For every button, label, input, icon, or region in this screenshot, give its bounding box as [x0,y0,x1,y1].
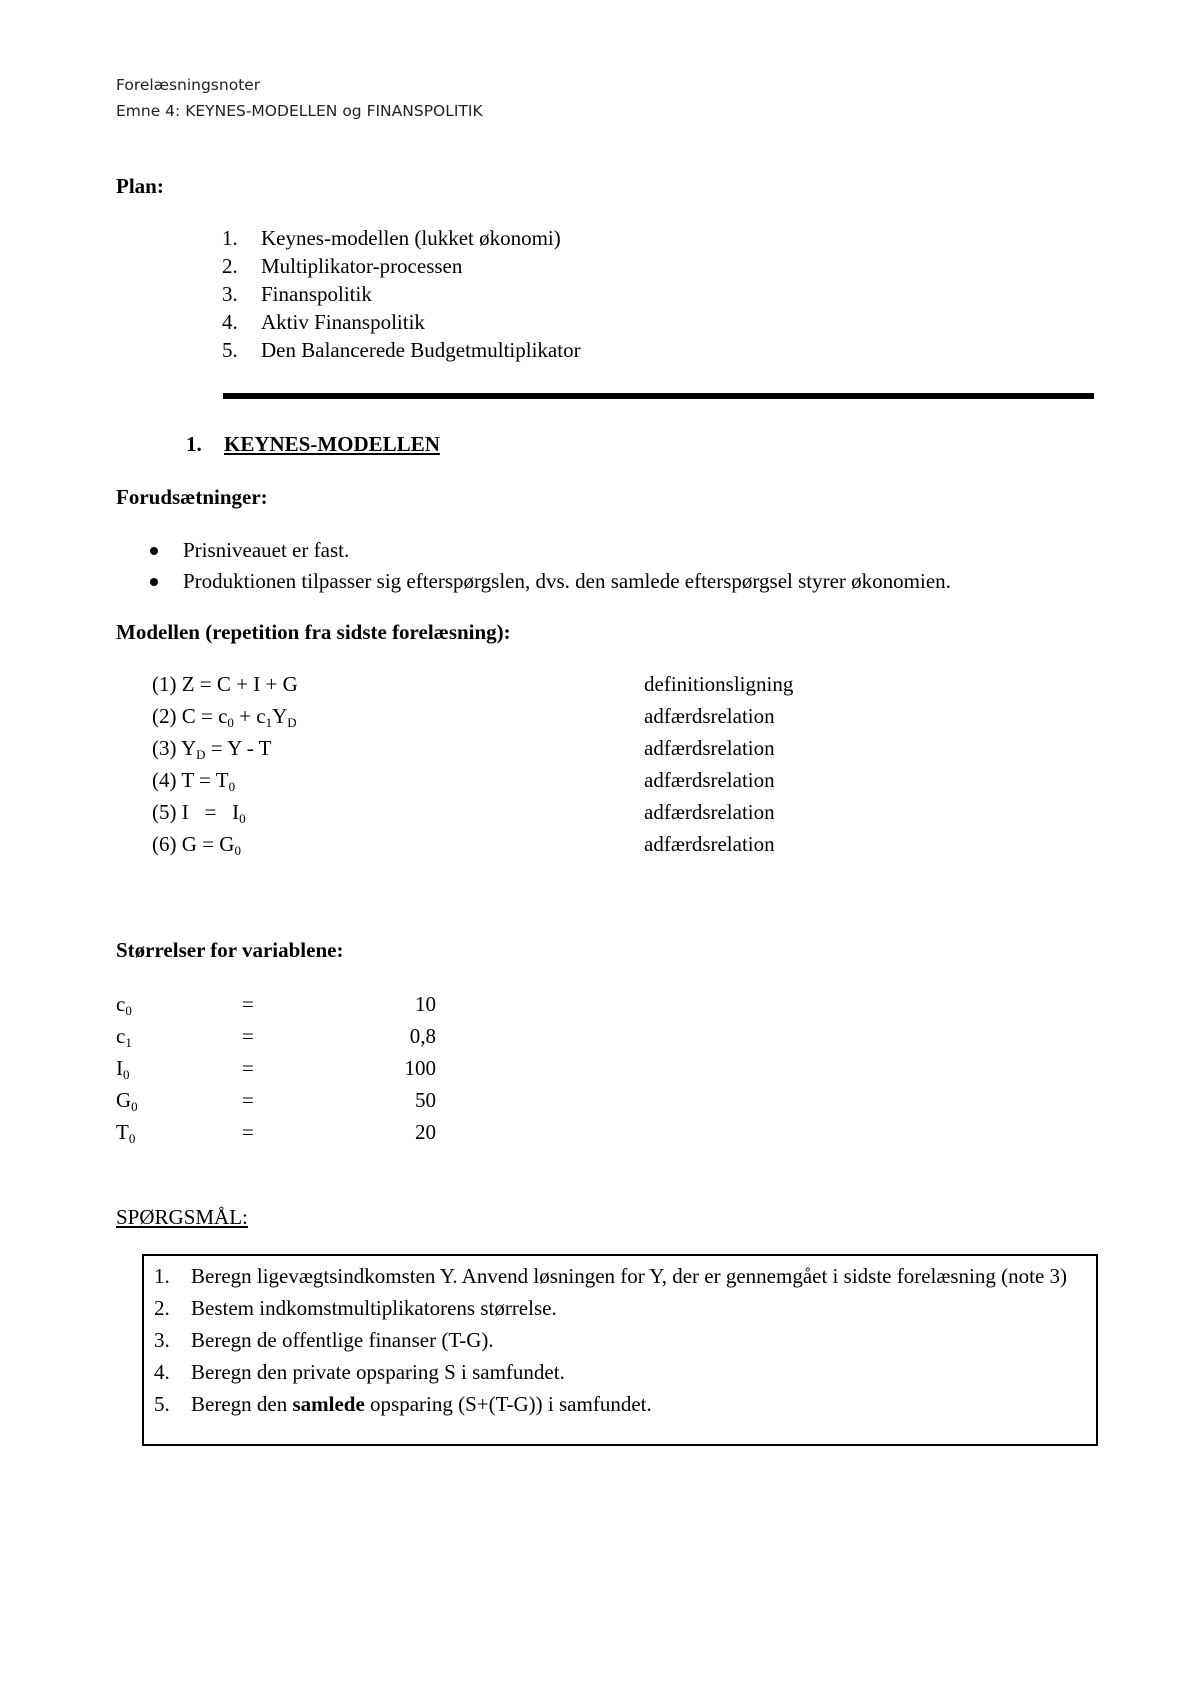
questions-box [142,1254,1098,1446]
equation-row: (2) $C = c_0 + c_1Y_D$ adfærdsrelation [152,700,932,732]
plan-item: 1. Keynes-modellen (lukket økonomi) [222,226,561,250]
bullet-icon [150,547,158,555]
list-item: Prisniveauet er fast. [150,535,951,566]
model-heading: Modellen (repetition fra sidste forelæsning): [116,620,511,644]
question-item: 4. Beregn den private opsparing S i samfundet. [154,1360,565,1384]
plan-item: 5. Den Balancerede Budgetmultiplikator [222,338,581,362]
plan-item: 4. Aktiv Finanspolitik [222,310,425,334]
section-heading: 1. KEYNES-MODELLEN [186,432,440,456]
variable-row: $c_0$ = 10 [116,992,436,1018]
questions-heading: SPØRGSMÅL: [116,1205,248,1229]
plan-heading: Plan: [116,174,164,198]
equation-row: (6) $G = G_0$ adfærdsrelation [152,828,932,860]
equation-row: (4) $T = T_0$ adfærdsrelation [152,764,932,796]
bullet-icon [150,578,158,586]
assumptions-list [150,535,951,597]
variable-row: $I_0$ = 100 [116,1056,436,1082]
equation-type: adfærdsrelation [644,736,775,760]
header-topic: Emne 4: KEYNES-MODELLEN og FINANSPOLITIK [116,102,483,120]
plan-list [222,224,581,364]
header-course: Forelæsningsnoter [116,76,261,94]
question-item: 3. Beregn de offentlige finanser (T-G). [154,1328,494,1352]
plan-item: 2. Multiplikator-processen [222,254,463,278]
variable-row: $T_0$ = 20 [116,1120,436,1146]
list-item: Produktionen tilpasser sig efterspørgslen, dvs. den samlede efterspørgsel styrer økonomien. [150,566,951,597]
equation-row: (5) $I = I_0$ adfærdsrelation [152,796,932,828]
variables-heading: Størrelser for variablene: [116,938,344,962]
equation-type: definitionsligning [644,672,794,696]
equation-type: adfærdsrelation [644,800,775,824]
equations-list [152,668,932,860]
question-item: 2. Bestem indkomstmultiplikatorens størrelse. [154,1296,557,1320]
questions-list [154,1260,1084,1420]
assumptions-heading: Forudsætninger: [116,485,268,509]
variables-table [116,988,436,1148]
question-item: 1. Beregn ligevægtsindkomsten Y. Anvend løsningen for Y, der er gennemgået i sidste forelæsning (note 3) [154,1264,1068,1288]
equation-row: (3) $Y_D = Y - T$ adfærdsrelation [152,732,932,764]
equation-type: adfærdsrelation [644,768,775,792]
equation-type: adfærdsrelation [644,704,775,728]
horizontal-divider [223,393,1094,399]
equation-type: adfærdsrelation [644,832,775,856]
question-item: 5. Beregn den samlede opsparing (S+(T-G)) i samfundet. [154,1392,652,1416]
variable-row: $c_1$ = 0,8 [116,1024,436,1050]
equation-row: (1) Z = C + I + G definitionsligning [152,668,932,700]
variable-row: $G_0$ = 50 [116,1088,436,1114]
plan-item: 3. Finanspolitik [222,282,372,306]
